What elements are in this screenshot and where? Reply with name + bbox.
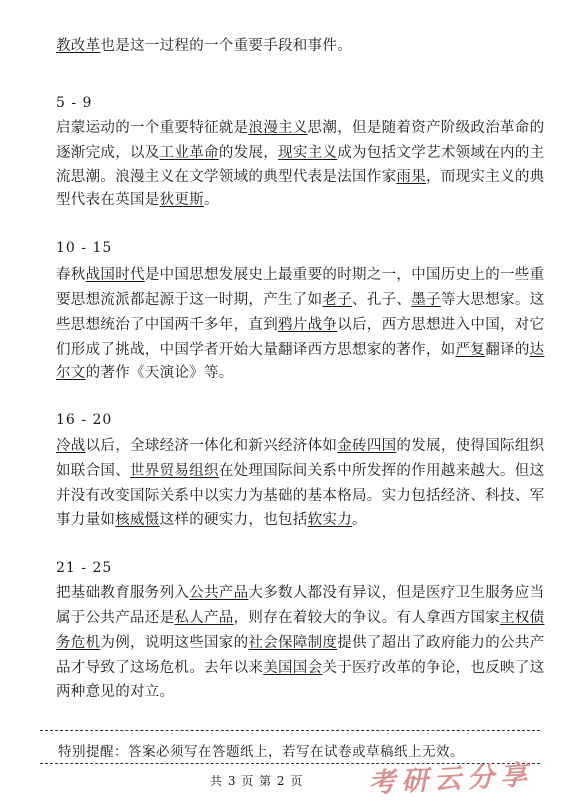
text-segment: 提供了超出了政府能力的公共产	[337, 635, 545, 651]
text-segment: 型代表在英国是	[56, 192, 160, 208]
text-segment: 是中国思想发展史上最重要的时期之一，中国历史上的一些重	[144, 267, 545, 283]
text-segment: 启蒙运动的一个重要特征就是	[56, 120, 249, 136]
underlined-term: 雨果	[396, 169, 427, 185]
text-segment: 为例，说明这些国家的	[100, 635, 249, 651]
underlined-term: 核威慑	[115, 512, 160, 528]
special-notice: 特别提醒：答案必须写在答题纸上，若写在试卷或草稿纸上无效。	[58, 744, 464, 760]
text-line	[56, 315, 545, 335]
underlined-term: 教改革	[56, 38, 101, 54]
section-heading	[56, 410, 536, 430]
underlined-term: 达	[529, 342, 545, 358]
underlined-term: 公共产品	[189, 585, 249, 601]
text-segment: 如联合国、	[56, 463, 130, 479]
text-segment: 的著作《天演论》等。	[85, 365, 234, 381]
text-segment: 品才导致了这场危机。去年以来	[56, 660, 264, 676]
underlined-term: 金砖四国	[337, 438, 397, 454]
text-line	[56, 583, 545, 603]
text-segment: 也是这一过程的一个重要手段和事件。	[100, 38, 353, 54]
text-segment: 两种意见的对立。	[56, 684, 175, 700]
text-segment: 要思想流派都起源于这一时期，产生了如	[56, 292, 323, 308]
text-line	[56, 486, 545, 506]
underlined-term: 主权债	[500, 610, 545, 626]
text-line	[56, 633, 545, 653]
text-line	[56, 118, 545, 138]
page-footer: 共 3 页 第 2 页	[210, 774, 304, 788]
underlined-term: 私人产品	[174, 610, 234, 626]
text-line	[56, 682, 536, 702]
text-line	[56, 36, 536, 56]
text-segment: 的发展，使得国际组织	[396, 438, 545, 454]
text-segment: 关于医疗改革的争论，也反映了这	[322, 660, 545, 676]
text-segment: 思潮，但是随着资产阶级政治革命的	[307, 120, 545, 136]
text-line	[56, 143, 545, 163]
text-segment: 16 - 20	[56, 412, 113, 428]
underlined-term: 世界贸易组织	[130, 463, 219, 479]
text-segment: ，则存在着较大的争议。有人拿西方国家	[233, 610, 501, 626]
underlined-term: 社会保障制度	[248, 635, 338, 651]
text-segment: 些思想统治了中国两千多年，直到	[56, 317, 278, 333]
underlined-term: 现实主义	[278, 145, 338, 161]
text-segment: 5 - 9	[56, 95, 93, 111]
underlined-term: 战国时代	[85, 267, 145, 283]
text-segment: 在处理国际间关系中所发挥的作用越来越大。但这	[218, 463, 545, 479]
text-line	[56, 340, 545, 360]
text-segment: 10 - 15	[56, 240, 113, 256]
text-line	[56, 167, 545, 187]
dashed-rule	[40, 730, 540, 731]
text-segment: 、孔子、	[352, 292, 412, 308]
text-segment: 等大思想家。这	[440, 292, 545, 308]
text-line	[56, 436, 545, 456]
underlined-term: 尔文	[56, 365, 86, 381]
text-segment: 们形成了挑战，中国学者开始大量翻译西方思想家的著作，如	[56, 342, 456, 358]
text-segment: 春秋	[56, 267, 86, 283]
underlined-term: 浪漫主义	[248, 120, 308, 136]
text-segment: 并没有改变国际关系中以实力为基础的基本格局。实力包括经济、科技、军	[56, 488, 545, 504]
text-line	[56, 510, 536, 530]
underlined-term: 严复	[455, 342, 486, 358]
text-segment: 事力量如	[56, 512, 116, 528]
text-segment: 翻译的	[485, 342, 530, 358]
text-segment: 的发展，	[218, 145, 279, 161]
text-line	[56, 363, 536, 383]
text-segment: 成为包括文学艺术领域在内的主	[337, 145, 545, 161]
text-segment: 把基础教育服务列入	[56, 585, 190, 601]
text-line	[56, 190, 536, 210]
underlined-term: 鸦片战争	[278, 317, 338, 333]
text-line	[56, 290, 545, 310]
underlined-term: 软实力	[307, 512, 353, 528]
text-segment: 大多数人都没有异议，但是医疗卫生服务应当	[248, 585, 545, 601]
underlined-term: 墨子	[411, 292, 441, 308]
text-segment: 21 - 25	[56, 560, 113, 576]
text-segment: 以后，西方思想进入中国，对它	[337, 317, 545, 333]
section-heading	[56, 93, 536, 113]
underlined-term: 老子	[322, 292, 353, 308]
text-segment: 流思潮。浪漫主义在文学领域的典型代表是法国作家	[56, 169, 397, 185]
text-segment: 逐渐完成，以及	[56, 145, 160, 161]
section-heading	[56, 558, 536, 578]
text-segment: ，而现实主义的典	[426, 169, 545, 185]
text-segment: 这样的硬实力，也包括	[159, 512, 308, 528]
underlined-term: 美国国会	[263, 660, 323, 676]
underlined-term: 冷战	[56, 438, 86, 454]
text-line	[56, 265, 545, 285]
underlined-term: 狄更斯	[159, 192, 205, 208]
text-segment: 。	[352, 512, 367, 528]
section-heading	[56, 238, 536, 258]
text-segment: 属于公共产品还是	[56, 610, 175, 626]
underlined-term: 务危机	[56, 635, 101, 651]
watermark-logo: 考研云分享	[367, 759, 534, 800]
underlined-term: 工业革命	[159, 145, 219, 161]
text-segment: 。	[204, 192, 219, 208]
text-line	[56, 461, 545, 481]
text-line	[56, 608, 545, 628]
text-line	[56, 658, 545, 678]
text-segment: 以后，全球经济一体化和新兴经济体如	[85, 438, 338, 454]
